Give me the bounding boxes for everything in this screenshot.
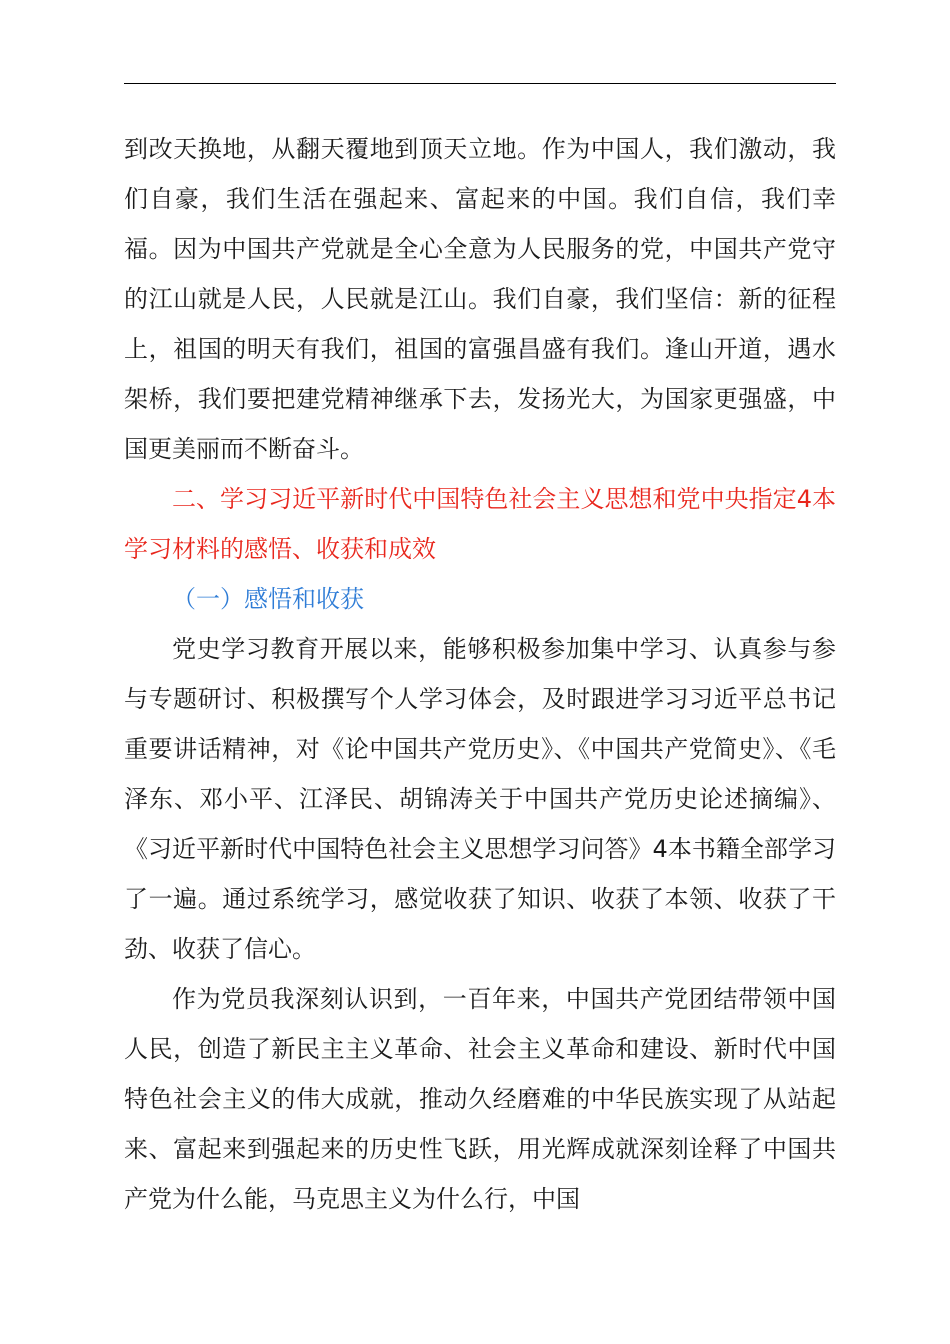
section-heading: 二、学习习近平新时代中国特色社会主义思想和党中央指定4本学习材料的感悟、收获和成效 — [124, 485, 836, 563]
subsection-heading: （一）感悟和收获 — [172, 585, 364, 613]
paragraph-continuation: 到改天换地，从翻天覆地到顶天立地。作为中国人，我们激动，我们自豪，我们生活在强起来、富起来的中国。我们自信，我们幸福。因为中国共产党就是全心全意为人民服务的党，中国共产党守的江山就是人民，人民就是江山。我们自豪，我们坚信：新的征程上，祖国的明天有我们，祖国的富强昌盛有我们。逢山开道，遇水架桥，我们要把建党精神继承下去，发扬光大，为国家更强盛，中国更美丽而不断奋斗。 — [124, 135, 836, 463]
header-rule — [124, 83, 836, 84]
paragraph-party-reflection: 作为党员我深刻认识到，一百年来，中国共产党团结带领中国人民，创造了新民主主义革命、社会主义革命和建设、新时代中国特色社会主义的伟大成就，推动久经磨难的中华民族实现了从站起来、富起来到强起来的历史性飞跃，用光辉成就深刻诠释了中国共产党为什么能，马克思主义为什么行，中国 — [124, 985, 836, 1213]
document-body — [124, 124, 836, 1224]
paragraph-study-summary: 党史学习教育开展以来，能够积极参加集中学习、认真参与参与专题研讨、积极撰写个人学习体会，及时跟进学习习近平总书记重要讲话精神，对《论中国共产党历史》、《中国共产党简史》、《毛泽东、邓小平、江泽民、胡锦涛关于中国共产党历史论述摘编》、《习近平新时代中国特色社会主义思想学习问答》4本书籍全部学习了一遍。通过系统学习，感觉收获了知识、收获了本领、收获了干劲、收获了信心。 — [124, 635, 836, 963]
